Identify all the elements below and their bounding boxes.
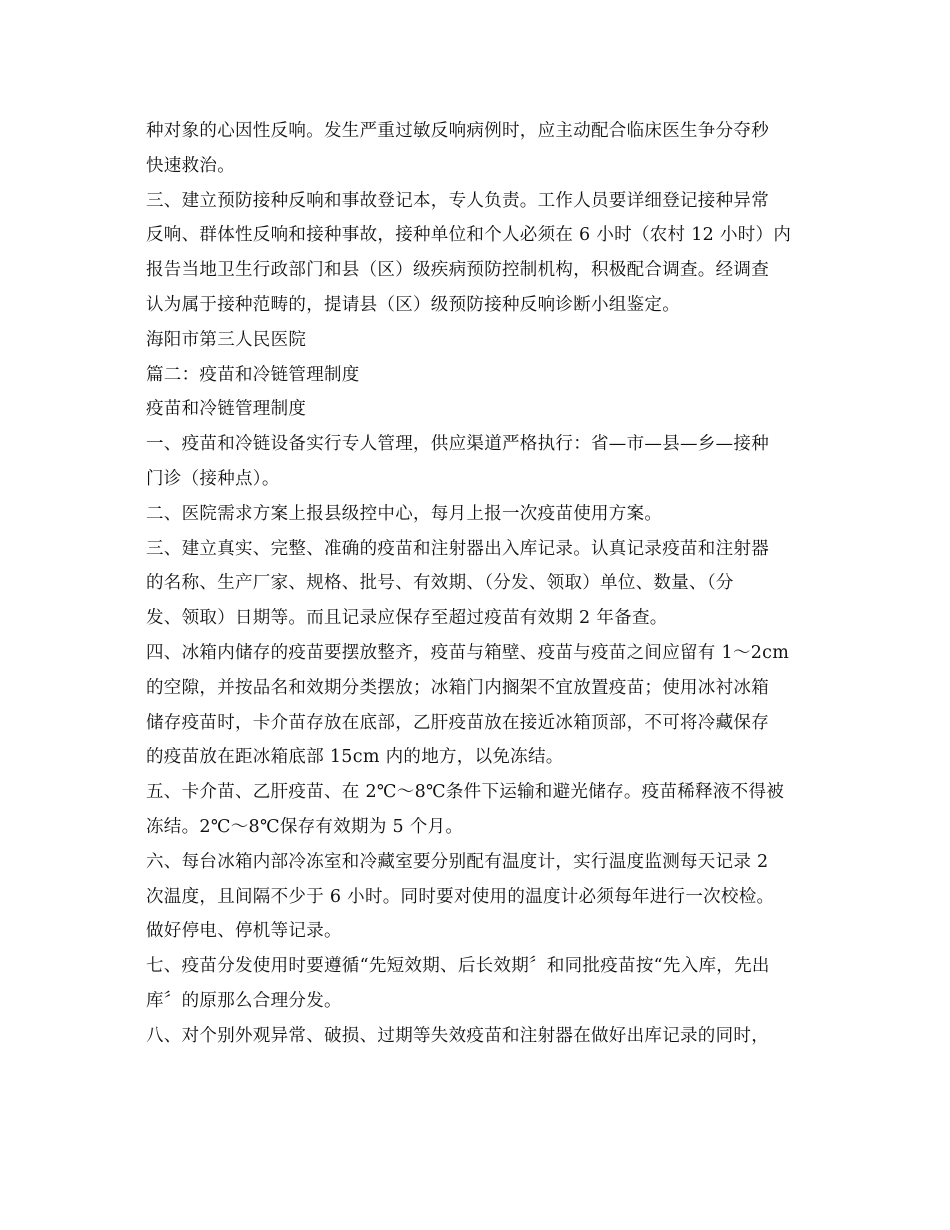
text-line: 二、医院需求方案上报县级控中心，每月上报一次疫苗使用方案。: [146, 503, 663, 524]
rule-8: [146, 1019, 806, 1054]
text-line: 认为属于接种范畴的，提请县（区）级预防接种反响诊断小组鉴定。: [146, 294, 680, 315]
text-line: 海阳市第三人民医院: [146, 329, 307, 350]
text-line: 八、对个别外观异常、破损、过期等失效疫苗和注射器在做好出库记录的同时，: [146, 1025, 769, 1046]
rule-2: [146, 497, 806, 532]
text-line: 报告当地卫生行政部门和县（区）级疾病预防控制机构，积极配合调查。经调查: [146, 260, 769, 281]
text-line: 疫苗和冷链管理制度: [146, 399, 307, 420]
text-line: 六、每台冰箱内部冷冻室和冷藏室要分别配有温度计，实行温度监测每天记录 2: [146, 851, 769, 872]
rule-4: [146, 636, 806, 775]
text-line: 的疫苗放在距冰箱底部 15cm 内的地方，以免冻结。: [146, 747, 564, 768]
text-line: 种对象的心因性反响。发生严重过敏反响病例时，应主动配合临床医生争分夺秒: [146, 121, 769, 141]
text-line: 三、建立预防接种反响和事故登记本，专人负责。工作人员要详细登记接种异常: [146, 190, 769, 211]
text-line: 做好停电、停机等记录。: [146, 921, 342, 942]
text-line: 快速救治。: [146, 155, 235, 176]
text-line: 发、领取）日期等。而且记录应保存至超过疫苗有效期 2 年备查。: [146, 608, 668, 629]
rule-3: [146, 532, 806, 636]
paragraph-reaction-handling: [146, 114, 806, 184]
text-line: 五、卡介苗、乙肝疫苗、在 2℃～8℃条件下运输和避光储存。疫苗稀释液不得被: [146, 782, 785, 803]
text-line: 反响、群体性反响和接种事故，接种单位和个人必须在 6 小时（农村 12 小时）内: [146, 225, 792, 246]
hospital-name: [146, 323, 806, 358]
text-line: 一、疫苗和冷链设备实行专人管理，供应渠道严格执行：省—市—县—乡—接种: [146, 434, 769, 455]
text-line: 储存疫苗时，卡介苗存放在底部，乙肝疫苗放在接近冰箱顶部，不可将冷藏保存: [146, 712, 769, 733]
chapter-heading: [146, 358, 806, 393]
document-body: [146, 114, 806, 1054]
text-line: 三、建立真实、完整、准确的疫苗和注射器出入库记录。认真记录疫苗和注射器: [146, 538, 769, 559]
text-line: 次温度，且间隔不少于 6 小时。同时要对使用的温度计必须每年进行一次校检。: [146, 886, 775, 907]
text-line: 的空隙，并按品名和效期分类摆放；冰箱门内搁架不宜放置疫苗；使用冰衬冰箱: [146, 677, 769, 698]
text-line: 库〞的原那么合理分发。: [146, 990, 342, 1011]
text-line: 冻结。2℃～8℃保存有效期为 5 个月。: [146, 816, 464, 837]
text-line: 四、冰箱内储存的疫苗要摆放整齐，疫苗与箱壁、疫苗与疫苗之间应留有 1～2cm: [146, 642, 790, 663]
text-line: 七、疫苗分发使用时要遵循“先短效期、后长效期〞和同批疫苗按“先入库，先出: [146, 956, 770, 977]
section-title: [146, 392, 806, 427]
text-line: 篇二：疫苗和冷链管理制度: [146, 364, 360, 385]
text-line: 的名称、生产厂家、规格、批号、有效期、（分发、领取）单位、数量、（分: [146, 573, 734, 594]
text-line: 门诊（接种点）。: [146, 468, 280, 489]
paragraph-registration: [146, 184, 806, 323]
rule-7: [146, 949, 806, 1019]
rule-5: [146, 775, 806, 845]
rule-1: [146, 427, 806, 497]
rule-6: [146, 845, 806, 949]
